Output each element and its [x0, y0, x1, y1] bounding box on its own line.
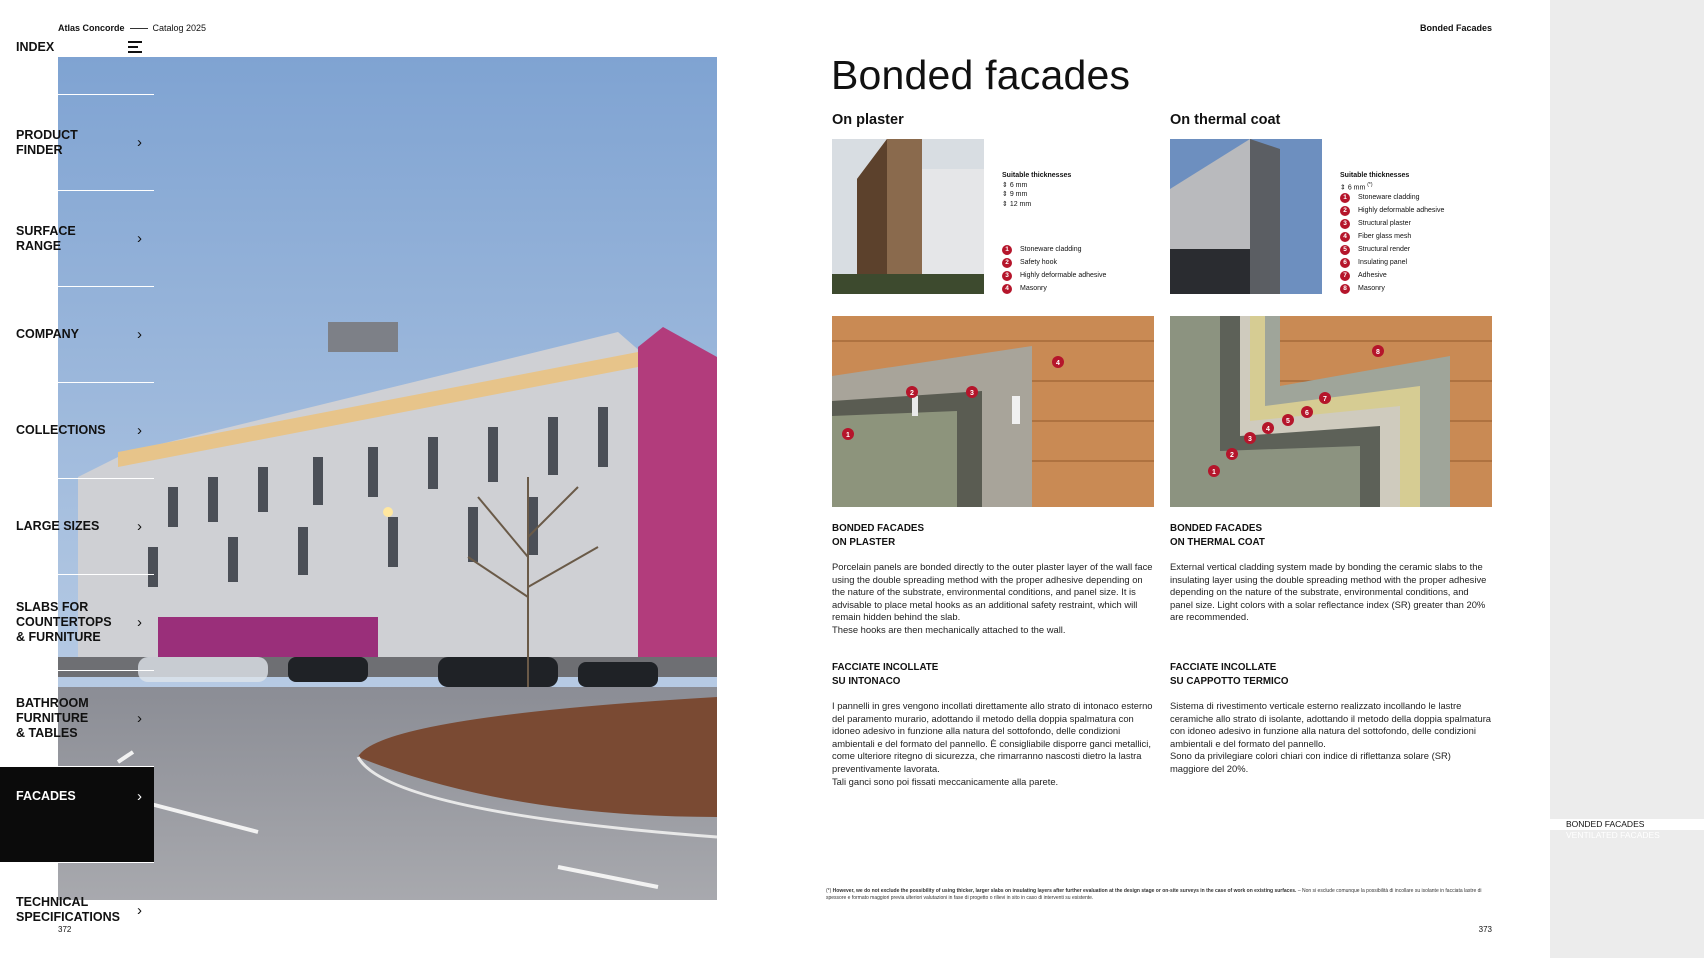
thermal-thumbnail [1170, 139, 1322, 294]
plaster-legend [1002, 243, 1106, 295]
thermal-legend [1340, 191, 1444, 295]
on-plaster-heading: On plaster [832, 112, 904, 128]
nav-collections[interactable] [0, 383, 154, 479]
legend-item: 1 Stoneware cladding [1002, 243, 1106, 256]
chevron-right-icon: › [137, 518, 142, 535]
plaster-description-it [832, 661, 1154, 788]
chevron-right-icon: › [137, 230, 142, 247]
footnote-it: – Non si esclude comunque la possibilità di incollare su isolante in facciata lastre di spessore e formato maggiori previa ulteriori valutazioni in fase di progetto o rilievi in sito in caso di interventi su esistente. [826, 888, 1482, 901]
legend-item: 5 Structural render [1340, 243, 1444, 256]
legend-item: 2 Highly deformable adhesive [1340, 204, 1444, 217]
legend-item: 3 Highly deformable adhesive [1002, 269, 1106, 282]
page-number-left: 372 [58, 925, 72, 934]
nav-facades[interactable] [0, 767, 154, 863]
nav-surface-range[interactable] [0, 191, 154, 287]
legend-item: 3 Structural plaster [1340, 217, 1444, 230]
menu-icon [128, 41, 142, 53]
svg-text:4: 4 [1266, 426, 1270, 433]
chevron-right-icon: › [137, 710, 142, 727]
nav-label: PRODUCT FINDER [16, 127, 78, 157]
nav-sub-bonded-facades[interactable]: BONDED FACADES [1550, 819, 1704, 830]
plaster-text-it: I pannelli in gres vengono incollati direttamente allo strato di intonaco esterno del paramento murario, adottando il metodo della doppia spalmatura con idoneo adesivo in funzione alla natura del sottofondo, delle condizioni ambientali e del formato del pannello. È consigliabile disporre ganci metallici, come ulteriore ritegno di sicurezza, che rimarranno nascosti dietro la lastra preventivamente lavorata. Tali ganci sono poi fissati meccanicamente alla parete. [832, 700, 1153, 787]
nav-label: SLABS FOR COUNTERTOPS & FURNITURE [16, 600, 112, 644]
chevron-right-icon: › [137, 422, 142, 439]
nav-label: LARGE SIZES [16, 519, 100, 533]
legend-item: 6 Insulating panel [1340, 256, 1444, 269]
thickness-item: ⇕ 9 mm [1002, 191, 1028, 198]
on-thermal-coat-heading: On thermal coat [1170, 112, 1281, 128]
nav-bathroom-furniture[interactable] [0, 671, 154, 767]
nav-technical-specifications[interactable] [0, 863, 154, 958]
thermal-heading-it: FACCIATE INCOLLATE SU CAPPOTTO TERMICO [1170, 662, 1289, 687]
on-plaster-section [832, 112, 1154, 296]
brand-name: Atlas Concorde [58, 23, 125, 33]
legend-item: 8 Masonry [1340, 282, 1444, 295]
section-header: Bonded Facades [1419, 23, 1492, 33]
thermal-thickness-list [1340, 171, 1409, 192]
svg-text:1: 1 [1212, 469, 1216, 476]
thickness-item: ⇕ 12 mm [1002, 200, 1032, 208]
nav-product-finder[interactable] [0, 95, 154, 191]
nav-label: TECHNICAL SPECIFICATIONS [16, 895, 120, 924]
nav-label: BATHROOM FURNITURE & TABLES [16, 696, 89, 740]
svg-text:8: 8 [1376, 349, 1380, 356]
footnote-en: However, we do not exclude the possibility of using thicker, larger slabs on insulating layers after further evaluation at the design stage or on-site surveys in the case of work on existing surfaces. [832, 888, 1297, 894]
thermal-text-en: External vertical cladding system made by bonding the ceramic slabs to the insulating layer using the double spreading method with the proper adhesive depending on the nature of the substrate, environmental conditions, and panel size. Light colors with a solar reflectance index (SR) greater than 20% are recommended. [1170, 561, 1487, 623]
nav-slabs-countertops[interactable] [0, 575, 154, 671]
svg-text:7: 7 [1323, 396, 1327, 403]
svg-text:1: 1 [846, 432, 850, 439]
plaster-layer-diagram [832, 316, 1154, 507]
legend-item: 7 Adhesive [1340, 269, 1444, 282]
suitable-thicknesses-label: Suitable thicknesses [1002, 172, 1072, 179]
nav-sub-ventilated-facades[interactable]: VENTILATED FACADES [1566, 830, 1660, 840]
chevron-right-icon: › [137, 788, 142, 805]
on-thermal-coat-section [1170, 112, 1492, 296]
svg-text:3: 3 [970, 390, 974, 397]
plaster-text-en: Porcelain panels are bonded directly to the outer plaster layer of the wall face using the double spreading method with the proper adhesive depending on the nature of the substrate, environmental conditions, and panel size. It is advisable to place metal hooks as an additional safety restraint, which will remain hidden behind the slab. These hooks are then mechanically attached to the wall. [832, 561, 1153, 635]
nav-large-sizes[interactable] [0, 479, 154, 575]
legend-item: 2 Safety hook [1002, 256, 1106, 269]
legend-item: 4 Masonry [1002, 282, 1106, 295]
catalog-name: Catalog 2025 [152, 23, 207, 33]
svg-text:6: 6 [1305, 410, 1309, 417]
legend-item: 4 Fiber glass mesh [1340, 230, 1444, 243]
nav-company[interactable] [0, 287, 154, 383]
svg-text:2: 2 [1230, 452, 1234, 459]
page-title: Bonded facades [831, 52, 1131, 98]
nav-label: COLLECTIONS [16, 423, 106, 437]
nav-label: COMPANY [16, 327, 79, 341]
chevron-right-icon: › [137, 134, 142, 151]
nav-label: INDEX [16, 39, 55, 54]
thermal-layer-diagram [1170, 316, 1492, 507]
svg-text:2: 2 [910, 390, 914, 397]
thermal-description-en [1170, 522, 1492, 624]
nav-index[interactable] [0, 0, 154, 95]
nav-label: SURFACE RANGE [16, 223, 76, 253]
plaster-heading-en: BONDED FACADES ON PLASTER [832, 523, 924, 548]
legend-item: 1 Stoneware cladding [1340, 191, 1444, 204]
footnote: (*) However, we do not exclude the possibility of using thicker, larger slabs on insulating layers after further evaluation at the design stage or on-site surveys in the case of work on existing surfaces. – Non si esclude comunque la possibilità di incollare su isolante in facciata lastre di spessore e formato maggiori previa ulteriori valutazioni in fase di progetto o rilievi in sito in caso di interventi su esistente. [826, 888, 1482, 901]
thickness-item: ⇕ 6 mm [1002, 181, 1028, 189]
suitable-thicknesses-label: Suitable thicknesses [1340, 172, 1410, 179]
thermal-description-it [1170, 661, 1492, 776]
plaster-thickness-list [1002, 171, 1071, 209]
chevron-right-icon: › [137, 901, 142, 919]
building-photo [58, 57, 717, 900]
thickness-item: ⇕ 6 mm (*) [1340, 181, 1373, 191]
chevron-right-icon: › [137, 614, 142, 631]
plaster-heading-it: FACCIATE INCOLLATE SU INTONACO [832, 662, 939, 687]
thermal-heading-en: BONDED FACADES ON THERMAL COAT [1170, 523, 1265, 548]
side-navigation [1550, 0, 1704, 958]
chevron-right-icon: › [137, 326, 142, 343]
svg-text:3: 3 [1248, 436, 1252, 443]
plaster-thumbnail [832, 139, 984, 294]
plaster-description-en [832, 522, 1154, 637]
svg-text:5: 5 [1286, 418, 1290, 425]
nav-label: FACADES [16, 789, 76, 803]
svg-text:4: 4 [1056, 360, 1060, 367]
thermal-text-it: Sistema di rivestimento verticale esterno realizzato incollando le lastre ceramiche allo strato di isolante, adottando il metodo della doppia spalmatura con idoneo adesivo in funzione alla natura del sottofondo, delle condizioni ambientali e del formato del pannello. Sono da privilegiare colori chiari con indice di riflettanza solare (SR) maggiore del 20%. [1170, 700, 1492, 774]
page-number-right: 373 [1478, 925, 1492, 934]
